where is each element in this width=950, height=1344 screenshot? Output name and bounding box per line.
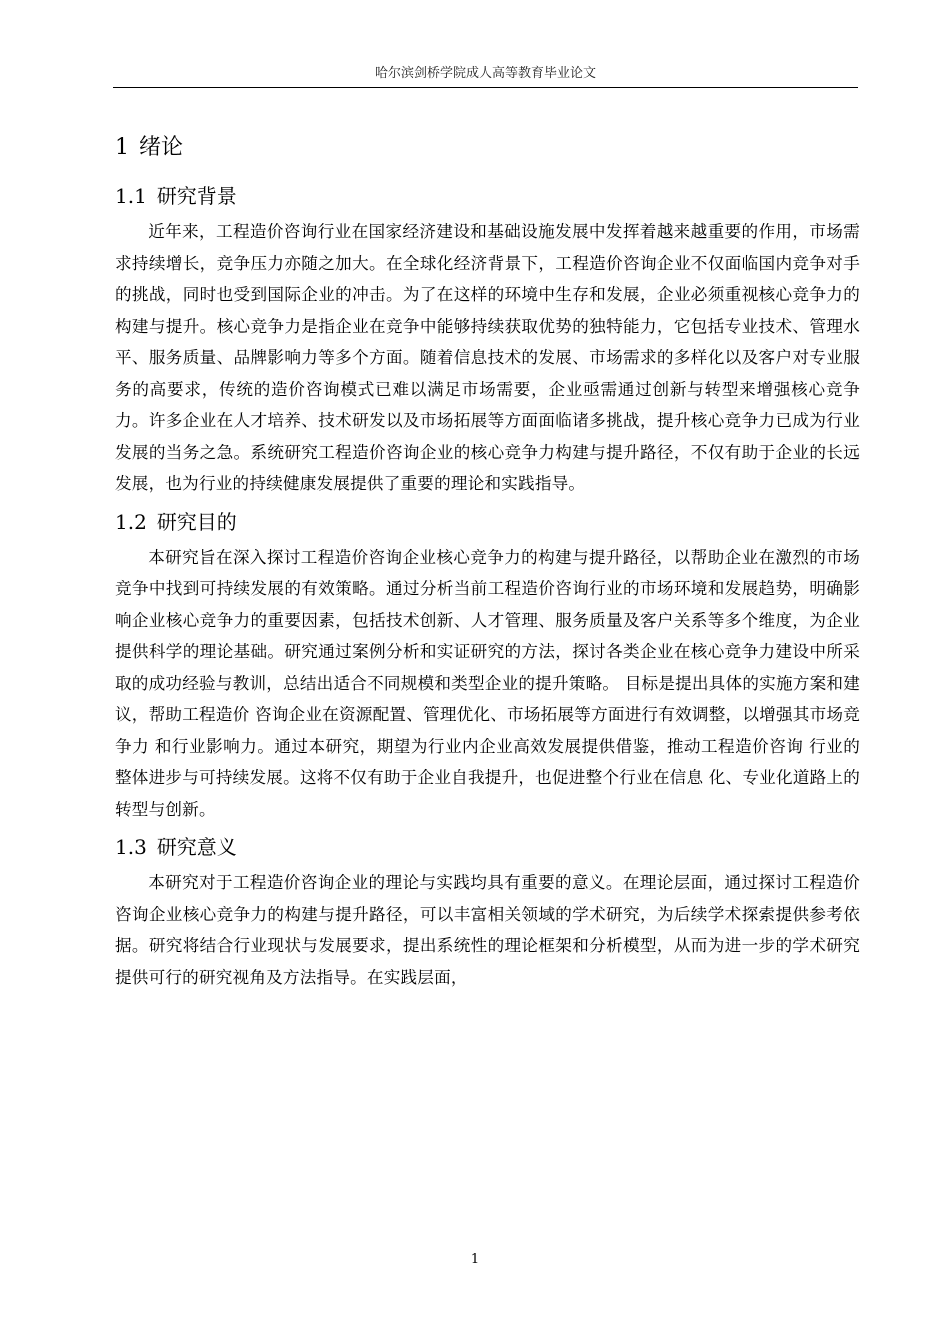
section-number: 1.3 <box>115 835 147 859</box>
chapter-number: 1 <box>115 135 129 160</box>
section-heading-purpose <box>115 504 860 540</box>
page-number: 1 <box>470 1252 480 1267</box>
section-heading-background <box>115 178 860 214</box>
section-title: 研究意义 <box>156 835 237 859</box>
paragraph-purpose: 本研究旨在深入探讨工程造价咨询企业核心竞争力的构建与提升路径，以帮助企业在激烈的市场竞争中找到可持续发展的有效策略。通过分析当前工程造价咨询行业的市场环境和发展趋势，明确影响企业核心竞争力的重要因素，包括技术创新、人才管理、服务质量及客户关系等多个维度，为企业提供科学的理论基础。研究通过案例分析和实证研究的方法，探讨各类企业在核心竞争力建设中所采取的成功经验与教训，总结出适合不同规模和类型企业的提升策略。 目标是提出具体的实施方案和建议，帮助工程造价 咨询企业在资源配置、管理优化、市场拓展等方面进行有效调整，以增强其市场竞争力 和行业影响力。通过本研究，期望为行业内企业高效发展提供借鉴，推动工程造价咨询 行业的整体进步与可持续发展。这将不仅有助于企业自我提升，也促进整个行业在信息 化、专业化道路上的转型与创新。 <box>115 547 860 819</box>
page-header: 哈尔滨剑桥学院成人高等教育毕业论文 <box>374 66 596 81</box>
paragraph-significance: 本研究对于工程造价咨询企业的理论与实践均具有重要的意义。在理论层面，通过探讨工程造价咨询企业核心竞争力的构建与提升路径，可以丰富相关领域的学术研究，为后续学术探索提供参考依据。研究将结合行业现状与发展要求，提出系统性的理论框架和分析模型，从而为进一步的学术研究提供可行的研究视角及方法指导。在实践层面， <box>115 873 860 987</box>
header-divider <box>113 87 858 88</box>
chapter-title: 绪论 <box>139 135 184 160</box>
section-number: 1.1 <box>115 184 147 208</box>
section-number: 1.2 <box>115 509 147 534</box>
section-title: 研究目的 <box>156 509 237 534</box>
document-body <box>115 128 860 997</box>
chapter-heading <box>115 128 860 168</box>
section-title: 研究背景 <box>156 184 237 208</box>
paragraph-background: 近年来，工程造价咨询行业在国家经济建设和基础设施发展中发挥着越来越重要的作用，市场需求持续增长，竞争压力亦随之加大。在全球化经济背景下，工程造价咨询企业不仅面临国内竞争对手的挑战，同时也受到国际企业的冲击。为了在这样的环境中生存和发展，企业必须重视核心竞争力的构建与提升。核心竞争力是指企业在竞争中能够持续获取优势的独特能力，它包括专业技术、管理水平、服务质量、品牌影响力等多个方面。随着信息技术的发展、市场需求的多样化以及客户对专业服务的高要求，传统的造价咨询模式已难以满足市场需要，企业亟需通过创新与转型来增强核心竞争力。许多企业在人才培养、技术研发以及市场拓展等方面面临诸多挑战，提升核心竞争力已成为行业发展的当务之急。系统研究工程造价咨询企业的核心竞争力构建与提升路径，不仅有助于企业的长远发展，也为行业的持续健康发展提供了重要的理论和实践指导。 <box>115 222 860 493</box>
section-heading-significance <box>115 829 860 865</box>
